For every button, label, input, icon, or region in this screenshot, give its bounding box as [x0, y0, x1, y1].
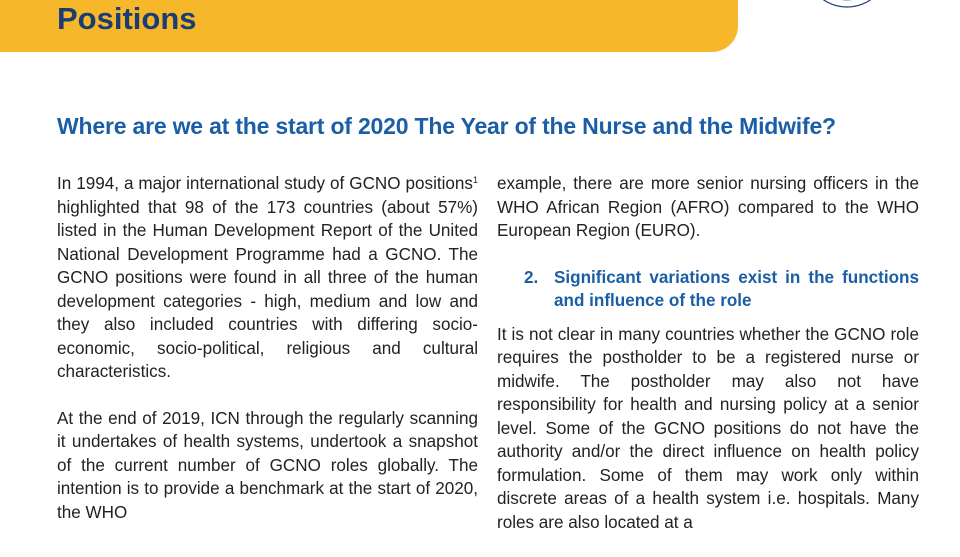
paragraph-1994-study: In 1994, a major international study of GCNO positions$^1$ highlighted that 98 of the 173 countries (about 57%) listed in the Human Development Report of the United National Development Programme had a GCNO. The GCNO positions were found in all three of the human development categories - high, medium and low and they also included countries with differing socio-economic, socio-political, religious and cultural characteristics.: [57, 174, 478, 381]
subheading-text: Significant variations exist in the functions and influence of the role: [554, 267, 919, 310]
icn-seal-logo: [792, 0, 902, 10]
section-heading: Where are we at the start of 2020 The Year of the Nurse and the Midwife?: [57, 113, 836, 139]
paragraph-role-variation: It is not clear in many countries whether the GCNO role requires the postholder to be a registered nurse or midwife. The postholder may also not have responsibility for health and nursing policy at a senior level. Some of the GCNO positions do not have the authority and/or the direct influence on health policy formulation. Some of them may work only within discrete areas of a health system i.e. hospitals. Many roles are also located at a: [497, 324, 919, 532]
paragraph-regional-example: example, there are more senior nursing officers in the WHO African Region (AFRO) compared to the WHO European Region (EURO).: [497, 174, 919, 240]
left-column: [57, 172, 478, 547]
subheading-number: 2.: [524, 267, 539, 287]
footnote-marker: 1: [472, 175, 478, 185]
paragraph-2019-snapshot: At the end of 2019, ICN through the regularly scanning it undertakes of health systems, undertook a snapshot of the current number of GCNO roles globally. The intention is to provide a benchmark at the start of 2020, the WHO: [57, 408, 478, 522]
page-title: Positions: [57, 1, 197, 36]
subheading-variations: [497, 266, 919, 313]
right-column: [497, 172, 919, 557]
